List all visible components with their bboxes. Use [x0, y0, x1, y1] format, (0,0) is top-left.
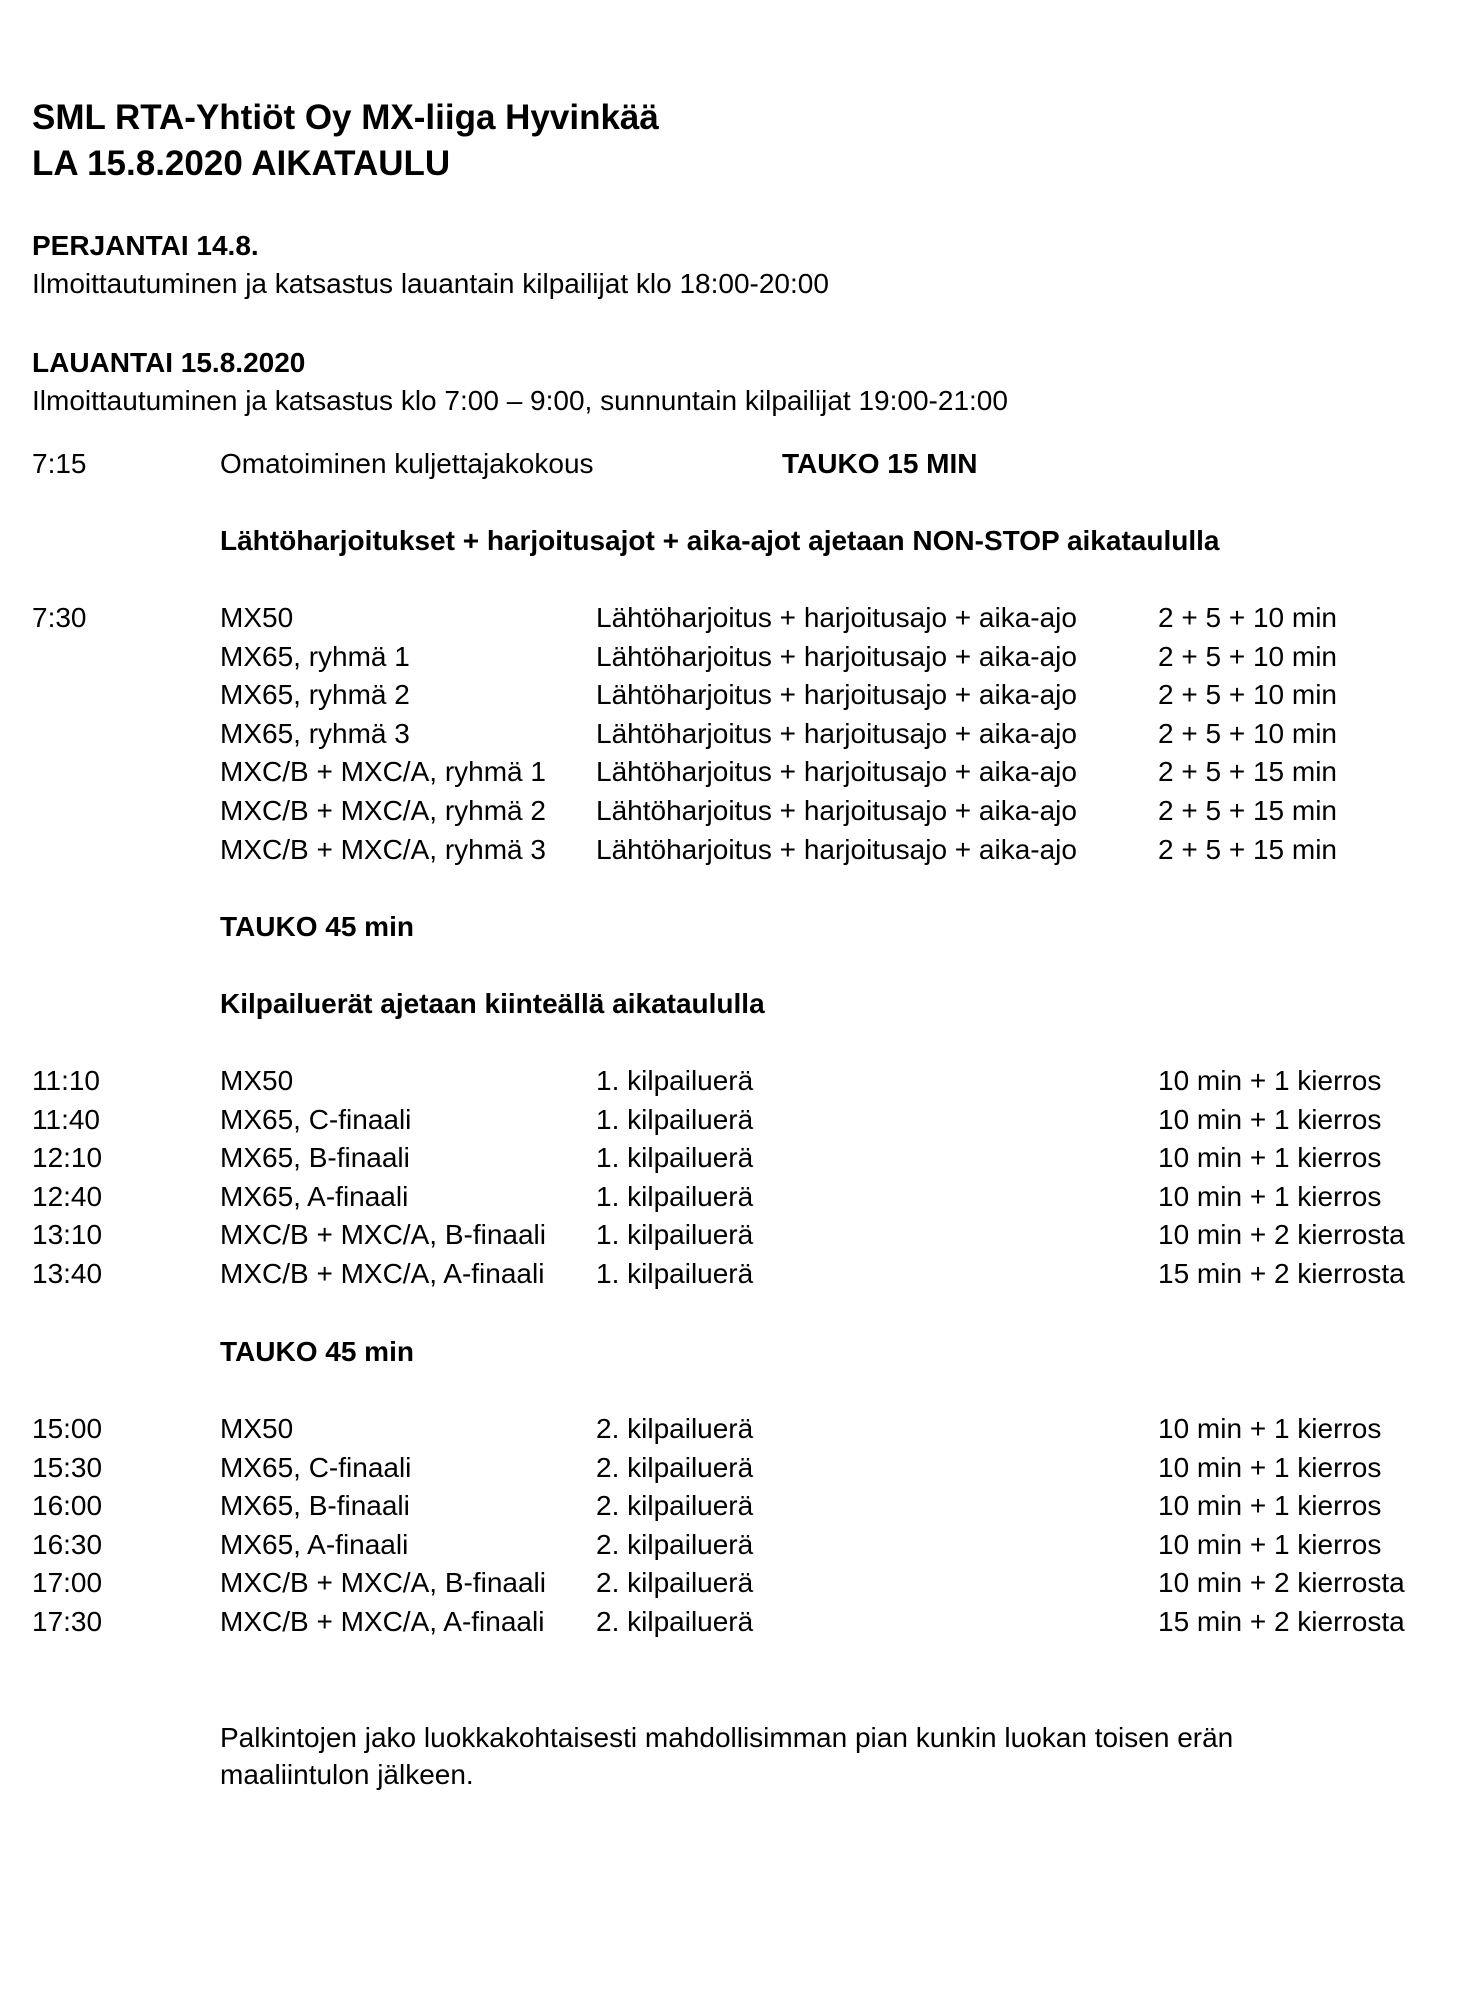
practice-heading: Lähtöharjoitukset + harjoitusajot + aika-ajot ajetaan NON-STOP aikataululla — [220, 525, 1220, 556]
row-class: MX65, B-finaali — [220, 1142, 410, 1174]
row-class: MXC/B + MXC/A, A-finaali — [220, 1606, 545, 1637]
footer-note: Palkintojen jako luokkakohtaisesti mahdollisimman pian kunkin luokan toisen erän maaliintulon jälkeen. — [220, 1722, 1234, 1790]
row-description: Lähtöharjoitus + harjoitusajo + aika-ajo — [596, 679, 1077, 711]
row-class: MX50 — [220, 602, 294, 633]
row-description: Lähtöharjoitus + harjoitusajo + aika-ajo — [596, 640, 1077, 672]
row-duration: 15 min + 2 kierrosta — [1158, 1606, 1405, 1637]
row-duration: 10 min + 1 kierros — [1158, 1103, 1382, 1135]
row-description: 1. kilpailuerä — [596, 1103, 754, 1135]
row-time: 16:00 — [32, 1490, 103, 1522]
row-duration: 2 + 5 + 15 min — [1158, 756, 1338, 788]
row-time: 11:40 — [32, 1103, 100, 1135]
meeting-time: 7:15 — [32, 448, 87, 479]
row-duration: 10 min + 1 kierros — [1158, 1451, 1382, 1483]
row-description: 2. kilpailuerä — [596, 1451, 754, 1483]
row-duration: 2 + 5 + 10 min — [1158, 602, 1338, 633]
row-description: Lähtöharjoitus + harjoitusajo + aika-ajo — [596, 795, 1077, 826]
row-description: Lähtöharjoitus + harjoitusajo + aika-ajo — [596, 717, 1077, 749]
row-class: MXC/B + MXC/A, ryhmä 1 — [220, 756, 546, 788]
row-time: 12:10 — [32, 1142, 103, 1174]
row-class: MXC/B + MXC/A, ryhmä 3 — [220, 833, 546, 865]
row-duration: 2 + 5 + 10 min — [1158, 717, 1338, 749]
row-time: 13:40 — [32, 1258, 103, 1289]
row-description: Lähtöharjoitus + harjoitusajo + aika-ajo — [596, 756, 1077, 788]
row-description: 1. kilpailuerä — [596, 1180, 754, 1212]
row-time: 12:40 — [32, 1180, 103, 1212]
row-class: MX65, ryhmä 2 — [220, 679, 410, 711]
page-subtitle: LA 15.8.2020 AIKATAULU — [32, 144, 451, 183]
row-time: 15:30 — [32, 1451, 103, 1483]
practice-time: 7:30 — [32, 602, 87, 633]
row-duration: 10 min + 1 kierros — [1158, 1065, 1382, 1096]
row-time: 17:30 — [32, 1606, 103, 1637]
break-2: TAUKO 45 min — [220, 1336, 414, 1367]
row-description: 2. kilpailuerä — [596, 1413, 754, 1444]
row-duration: 15 min + 2 kierrosta — [1158, 1258, 1405, 1289]
row-class: MX65, B-finaali — [220, 1490, 410, 1522]
friday-heading: PERJANTAI 14.8. — [32, 230, 259, 261]
row-description: Lähtöharjoitus + harjoitusajo + aika-ajo — [596, 833, 1077, 865]
row-duration: 2 + 5 + 10 min — [1158, 679, 1338, 711]
races-heading: Kilpailuerät ajetaan kiinteällä aikataululla — [220, 988, 765, 1019]
page-title: SML RTA-Yhtiöt Oy MX-liiga Hyvinkää — [32, 98, 659, 137]
row-duration: 10 min + 1 kierros — [1158, 1490, 1382, 1522]
row-class: MX65, ryhmä 3 — [220, 717, 410, 749]
row-time: 13:10 — [32, 1219, 103, 1251]
break-1: TAUKO 45 min — [220, 911, 414, 942]
row-class: MXC/B + MXC/A, B-finaali — [220, 1567, 546, 1599]
row-duration: 2 + 5 + 10 min — [1158, 640, 1338, 672]
row-description: 1. kilpailuerä — [596, 1258, 754, 1289]
row-class: MX50 — [220, 1413, 294, 1444]
row-time: 16:30 — [32, 1528, 103, 1560]
row-description: 2. kilpailuerä — [596, 1606, 754, 1637]
row-duration: 10 min + 2 kierrosta — [1158, 1219, 1405, 1251]
row-description: 2. kilpailuerä — [596, 1490, 754, 1522]
row-class: MXC/B + MXC/A, A-finaali — [220, 1258, 545, 1289]
meeting-label: Omatoiminen kuljettajakokous — [220, 448, 594, 479]
row-duration: 2 + 5 + 15 min — [1158, 833, 1338, 865]
friday-text: Ilmoittautuminen ja katsastus lauantain kilpailijat klo 18:00-20:00 — [32, 268, 829, 299]
row-time: 17:00 — [32, 1567, 103, 1599]
meeting-break: TAUKO 15 MIN — [782, 448, 978, 479]
row-class: MX50 — [220, 1065, 294, 1096]
row-duration: 2 + 5 + 15 min — [1158, 795, 1338, 826]
row-description: 2. kilpailuerä — [596, 1567, 754, 1599]
row-class: MX65, C-finaali — [220, 1103, 412, 1135]
row-class: MX65, C-finaali — [220, 1451, 412, 1483]
saturday-text: Ilmoittautuminen ja katsastus klo 7:00 – 9:00, sunnuntain kilpailijat 19:00-21:00 — [32, 385, 1008, 416]
row-duration: 10 min + 1 kierros — [1158, 1142, 1382, 1174]
row-duration: 10 min + 2 kierrosta — [1158, 1567, 1405, 1599]
row-duration: 10 min + 1 kierros — [1158, 1180, 1382, 1212]
row-description: Lähtöharjoitus + harjoitusajo + aika-ajo — [596, 602, 1077, 633]
row-class: MX65, A-finaali — [220, 1180, 409, 1212]
row-description: 1. kilpailuerä — [596, 1065, 754, 1096]
row-description: 1. kilpailuerä — [596, 1219, 754, 1251]
row-class: MXC/B + MXC/A, ryhmä 2 — [220, 795, 546, 826]
row-time: 15:00 — [32, 1413, 103, 1444]
row-time: 11:10 — [32, 1065, 100, 1096]
row-description: 1. kilpailuerä — [596, 1142, 754, 1174]
row-duration: 10 min + 1 kierros — [1158, 1413, 1382, 1444]
row-class: MX65, ryhmä 1 — [220, 640, 410, 672]
row-class: MX65, A-finaali — [220, 1528, 409, 1560]
saturday-heading: LAUANTAI 15.8.2020 — [32, 347, 306, 378]
row-description: 2. kilpailuerä — [596, 1528, 754, 1560]
row-duration: 10 min + 1 kierros — [1158, 1528, 1382, 1560]
row-class: MXC/B + MXC/A, B-finaali — [220, 1219, 546, 1251]
